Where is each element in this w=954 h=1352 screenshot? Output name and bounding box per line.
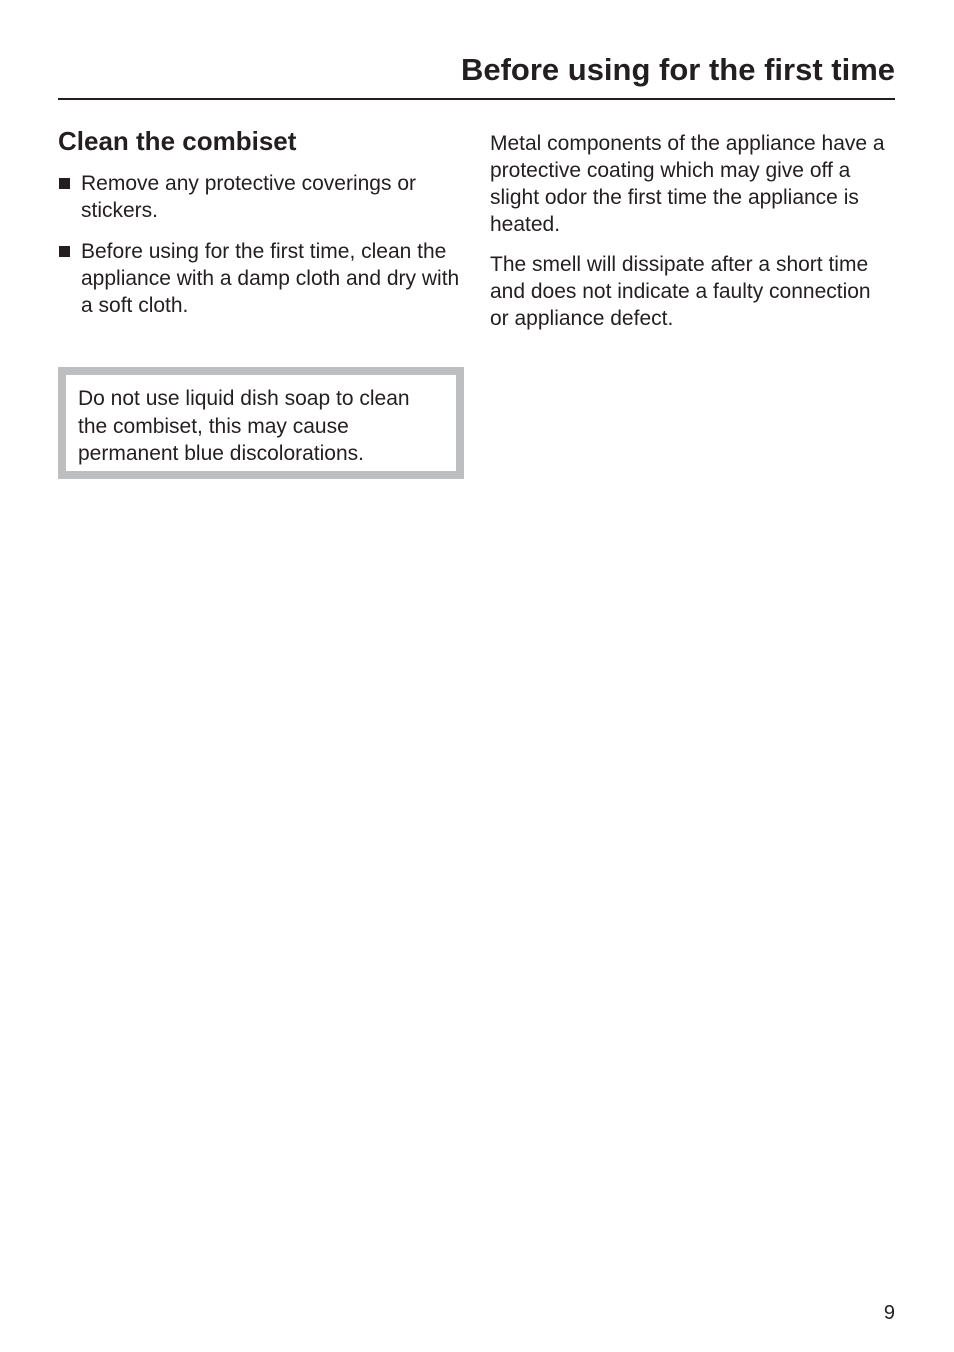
paragraph: Metal components of the appliance have a protective coating which may give off a slight odor the first time the appliance is heated. [490,132,885,236]
page-header-title: Before using for the first time [460,52,895,87]
section-heading: Clean the combiset [58,126,297,156]
page-number: 9 [883,1302,895,1324]
right-column [490,130,885,345]
list-item-text: Remove any protective coverings or stickers. [81,172,416,222]
list-item [58,238,464,319]
square-bullet-icon [59,178,70,189]
warning-note-box [58,367,464,479]
square-bullet-icon [59,246,70,257]
list-item [58,170,464,224]
warning-note-text: Do not use liquid dish soap to clean the combiset, this may cause permanent blue discolorations. [78,387,410,465]
paragraph: The smell will dissipate after a short time and does not indicate a faulty connection or appliance defect. [490,253,871,330]
header-divider [58,98,895,100]
left-column [58,124,464,333]
instruction-list [58,170,464,319]
list-item-text: Before using for the first time, clean the appliance with a damp cloth and dry with a soft cloth. [81,240,460,317]
